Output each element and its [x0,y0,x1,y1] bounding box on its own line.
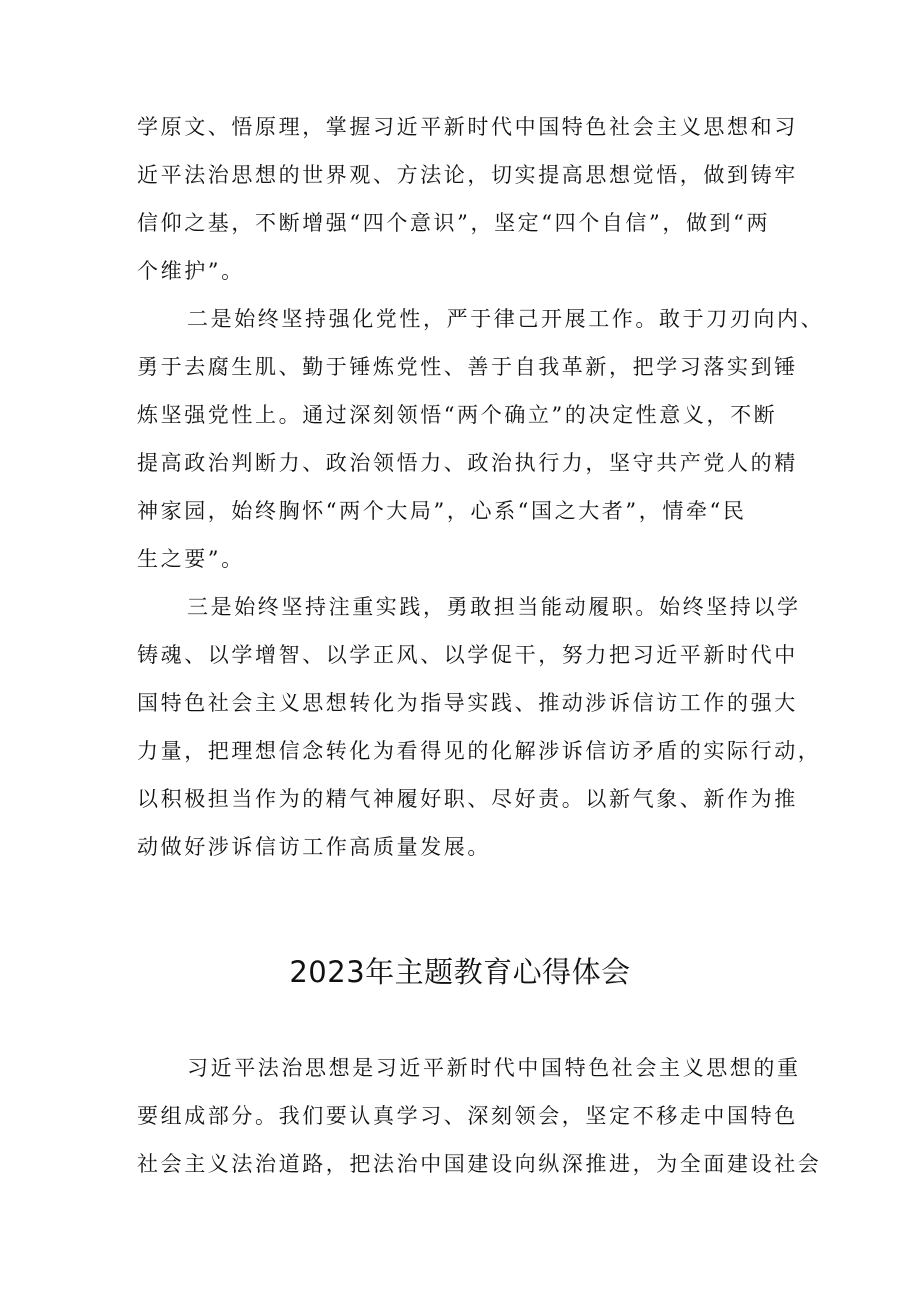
paragraph-line: 社会主义法治道路，把法治中国建设向纵深推进，为全面建设社会 [137,1152,822,1176]
paragraph-line: 动做好涉诉信访工作高质量发展。 [137,835,491,859]
paragraph-line: 近平法治思想的世界观、方法论，切实提高思想觉悟，做到铸牢 [137,163,798,187]
paragraph-line: 三是始终坚持注重实践，勇敢担当能动履职。始终坚持以学 [187,595,801,619]
paragraph-line: 国特色社会主义思想转化为指导实践、推动涉诉信访工作的强大 [137,691,798,715]
bottom-text-block [137,1044,822,1188]
page-title: 2023年主题教育心得体会 [289,955,631,989]
paragraph-line: 铸魂、以学增智、以学正风、以学促干，努力把习近平新时代中 [137,643,798,667]
paragraph-line: 信仰之基，不断增强“四个意识”，坚定“四个自信”，做到“两 [137,211,771,235]
paragraph-line: 习近平法治思想是习近平新时代中国特色社会主义思想的重 [187,1056,801,1080]
paragraph-line: 提高政治判断力、政治领悟力、政治执行力，坚守共产党人的精 [137,451,798,475]
paragraph-line: 炼坚强党性上。通过深刻领悟“两个确立”的决定性意义，不断 [137,403,778,427]
paragraph-line: 勇于去腐生肌、勤于锤炼党性、善于自我革新，把学习落实到锤 [137,355,798,379]
paragraph-line: 学原文、悟原理，掌握习近平新时代中国特色社会主义思想和习 [137,115,798,139]
paragraph-line: 神家园，始终胸怀“两个大局”，心系“国之大者”，情牵“民 [137,499,747,523]
paragraph-line: 二是始终坚持强化党性，严于律己开展工作。敢于刀刃向内、 [187,307,825,331]
paragraph-line: 要组成部分。我们要认真学习、深刻领会，坚定不移走中国特色 [137,1104,798,1128]
top-text-block [137,103,825,871]
paragraph-line: 力量，把理想信念转化为看得见的化解涉诉信访矛盾的实际行动， [137,739,822,763]
paragraph-line: 生之要”。 [137,547,245,571]
paragraph-line: 个维护”。 [137,259,245,283]
paragraph-line: 以积极担当作为的精气神履好职、尽好责。以新气象、新作为推 [137,787,798,811]
